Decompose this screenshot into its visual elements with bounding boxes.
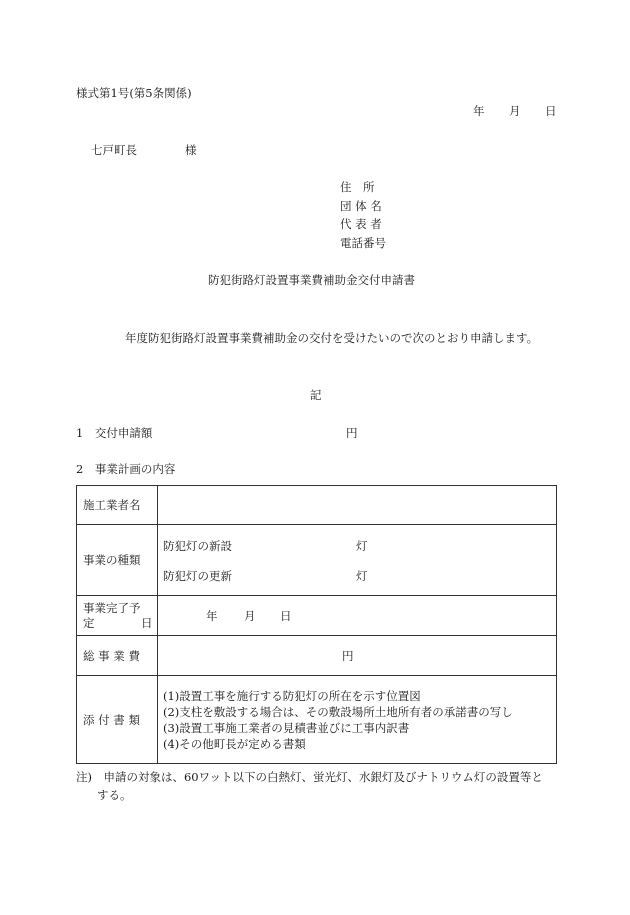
- addressee-honorific: 様: [185, 143, 197, 157]
- type-label: 事業の種類: [77, 525, 158, 596]
- applicant-phone-label: 電話番号: [340, 236, 386, 250]
- applicant-rep-label: 代 表 者: [340, 217, 382, 231]
- type-new: 防犯灯の新設: [163, 539, 232, 553]
- contractor-label: 施工業者名: [77, 486, 158, 525]
- table-row: [77, 486, 557, 525]
- addressee-name: 七戸町長: [91, 143, 137, 157]
- attach-label: 添 付 書 類: [77, 676, 158, 764]
- completion-label-line2a: 定: [83, 615, 95, 630]
- completion-label: [77, 596, 158, 636]
- body-text: 年度防犯街路灯設置事業費補助金の交付を受けたいので次のとおり申請します。: [125, 331, 539, 345]
- applicant-address-label: 住 所: [340, 180, 375, 194]
- contractor-value-cell[interactable]: [158, 486, 557, 525]
- type-renew: 防犯灯の更新: [163, 569, 232, 583]
- type-value-cell[interactable]: [158, 525, 557, 596]
- attachment-1: (1)設置工事を施行する防犯灯の所在を示す位置図: [163, 689, 421, 703]
- plan-table: [76, 485, 557, 764]
- completion-day: 日: [280, 609, 292, 623]
- completion-label-line1: 事業完了予: [83, 600, 141, 615]
- item2-label: 2 事業計画の内容: [76, 462, 176, 476]
- applicant-group-label: 団 体 名: [340, 199, 382, 213]
- table-row: [77, 676, 557, 764]
- date-month: 月: [509, 104, 521, 118]
- ki-heading: 記: [310, 388, 322, 402]
- completion-value-cell[interactable]: [158, 596, 557, 636]
- note-line2: する。: [97, 788, 132, 802]
- total-unit: 円: [342, 649, 354, 663]
- type-renew-unit: 灯: [356, 569, 368, 583]
- total-value-cell[interactable]: [158, 636, 557, 676]
- attachments-cell: [158, 676, 557, 764]
- item1-label: 1 交付申請額: [76, 426, 153, 440]
- document-title: 防犯街路灯設置事業費補助金交付申請書: [208, 273, 415, 287]
- completion-label-line2b: 日: [141, 615, 153, 630]
- attachment-2: (2)支柱を敷設する場合は、その敷設場所土地所有者の承諾書の写し: [163, 705, 513, 719]
- total-label: 総 事 業 費: [77, 636, 158, 676]
- date-year: 年: [473, 104, 485, 118]
- attachment-3: (3)設置工事施工業者の見積書並びに工事内訳書: [163, 721, 410, 735]
- date-day: 日: [545, 104, 557, 118]
- table-row: [77, 636, 557, 676]
- note-line1: 注) 申請の対象は、60ワット以下の白熱灯、蛍光灯、水銀灯及びナトリウム灯の設置等と: [76, 770, 543, 784]
- completion-month: 月: [244, 609, 256, 623]
- table-row: [77, 525, 557, 596]
- item1-unit: 円: [346, 426, 358, 440]
- form-number: 様式第1号(第5条関係): [76, 86, 192, 100]
- completion-year: 年: [206, 609, 218, 623]
- attachment-4: (4)その他町長が定める書類: [163, 737, 306, 751]
- table-row: [77, 596, 557, 636]
- type-new-unit: 灯: [356, 539, 368, 553]
